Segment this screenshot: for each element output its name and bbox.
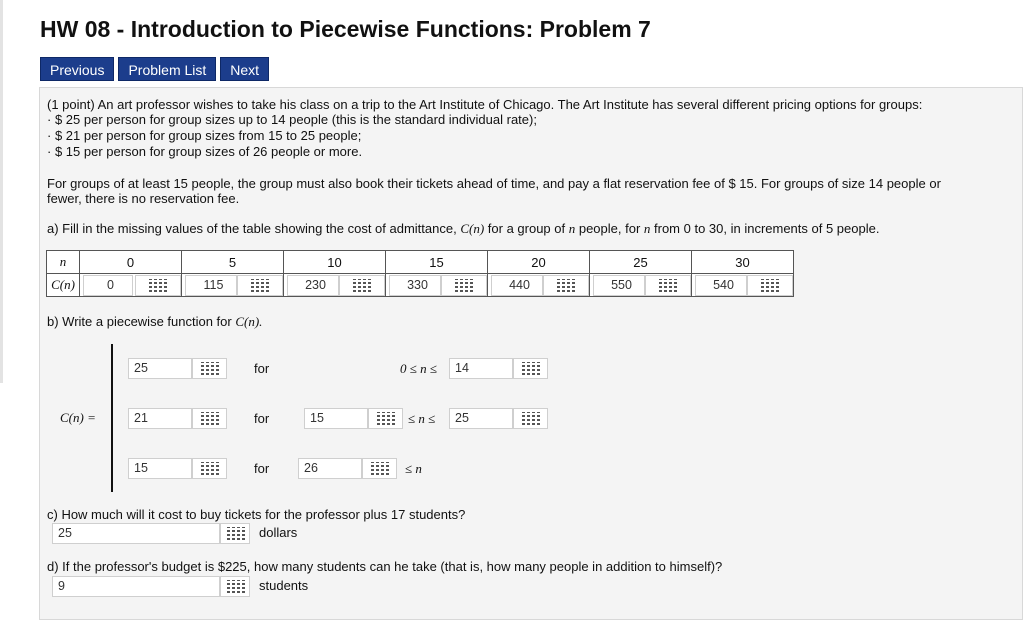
cost-input-5[interactable]: 115 (185, 275, 237, 296)
table-row-n (47, 251, 794, 274)
table-row-cost (47, 274, 794, 297)
equation-editor-icon (371, 462, 390, 475)
cost-input-10[interactable]: 230 (287, 275, 339, 296)
equation-editor-button[interactable] (220, 576, 250, 597)
part-d-answer-input[interactable]: 9 (52, 576, 220, 597)
cost-input-20[interactable]: 440 (491, 275, 543, 296)
equation-editor-button[interactable] (220, 523, 250, 544)
problem-navigation (40, 57, 269, 81)
piecewise-brace (111, 344, 113, 492)
piece1-value-input[interactable]: 25 (128, 358, 192, 379)
piece3-tail-condition: ≤ n (405, 461, 422, 476)
equation-editor-icon (761, 279, 780, 292)
left-divider (0, 0, 3, 383)
equation-editor-icon (227, 580, 246, 593)
n-cell: 20 (488, 251, 590, 274)
equation-editor-button[interactable] (368, 408, 403, 429)
equation-editor-button[interactable] (135, 275, 181, 296)
cost-input-30[interactable]: 540 (695, 275, 747, 296)
equation-editor-icon (251, 279, 270, 292)
pricing-bullet-1: · $ 25 per person for group sizes up to 14 people (this is the standard individual rate); (47, 112, 537, 127)
part-b-prompt (47, 314, 262, 330)
part-c-answer-input[interactable]: 25 (52, 523, 220, 544)
part-a-text-post: from 0 to 30, in increments of 5 people. (650, 221, 880, 236)
part-a-text-mid: for a group of (484, 221, 569, 236)
page-title: HW 08 - Introduction to Piecewise Functions: Problem 7 (40, 16, 651, 42)
equation-editor-button[interactable] (192, 408, 227, 429)
part-a-prompt (47, 221, 879, 237)
cost-input-0[interactable]: 0 (83, 275, 133, 296)
n-cell: 10 (284, 251, 386, 274)
previous-button[interactable]: Previous (40, 57, 114, 81)
equation-editor-icon (455, 279, 474, 292)
cost-input-15[interactable]: 330 (389, 275, 441, 296)
equation-editor-button[interactable] (747, 275, 793, 296)
row-label-c: C(n) (47, 274, 80, 297)
n-cell: 15 (386, 251, 488, 274)
equation-editor-button[interactable] (441, 275, 487, 296)
part-a-n2: n (643, 221, 651, 236)
piece2-lower-input[interactable]: 15 (304, 408, 368, 429)
equation-editor-icon (201, 462, 220, 475)
equation-editor-icon (377, 412, 396, 425)
piece2-upper-input[interactable]: 25 (449, 408, 513, 429)
equation-editor-button[interactable] (513, 408, 548, 429)
equation-editor-icon (557, 279, 576, 292)
piece3-lower-input[interactable]: 26 (298, 458, 362, 479)
reservation-fee-text: For groups of at least 15 people, the group must also book their tickets ahead of time, and pay a flat reservation fee of $ 15. For groups of size 14 people or (47, 176, 941, 191)
equation-editor-button[interactable] (543, 275, 589, 296)
part-d-unit: students (259, 578, 309, 593)
equation-editor-icon (227, 527, 246, 540)
next-button[interactable]: Next (220, 57, 269, 81)
equation-editor-button[interactable] (339, 275, 385, 296)
piece1-lower-condition: 0 ≤ n ≤ (400, 361, 438, 376)
n-cell: 25 (590, 251, 692, 274)
equation-editor-button[interactable] (645, 275, 691, 296)
equation-editor-icon (201, 412, 220, 425)
row-label-n: n (47, 251, 80, 274)
pricing-bullet-3: · $ 15 per person for group sizes of 26 people or more. (47, 144, 363, 159)
equation-editor-icon (353, 279, 372, 292)
part-c-question: c) How much will it cost to buy tickets for the professor plus 17 students? (47, 507, 466, 522)
for-label: for (254, 361, 270, 376)
n-cell: 5 (182, 251, 284, 274)
part-b-text: b) Write a piecewise function for (47, 314, 236, 329)
pricing-bullet-2: · $ 21 per person for group sizes from 15 to 25 people; (47, 128, 362, 143)
equation-editor-icon (659, 279, 678, 292)
piecewise-lhs: C(n) = (60, 410, 96, 425)
for-label: for (254, 461, 270, 476)
for-label: for (254, 411, 270, 426)
part-c-unit: dollars (259, 525, 298, 540)
equation-editor-icon (201, 362, 220, 375)
n-cell: 0 (80, 251, 182, 274)
cost-input-25[interactable]: 550 (593, 275, 645, 296)
equation-editor-button[interactable] (192, 458, 227, 479)
part-a-text-mid2: people, for (575, 221, 644, 236)
part-d-question: d) If the professor's budget is $225, how many students can he take (that is, how many people in addition to himself)? (47, 559, 723, 574)
equation-editor-icon (522, 362, 541, 375)
piece3-value-input[interactable]: 15 (128, 458, 192, 479)
piece2-mid-condition: ≤ n ≤ (408, 411, 436, 426)
equation-editor-button[interactable] (362, 458, 397, 479)
problem-list-button[interactable]: Problem List (118, 57, 216, 81)
reservation-fee-text-cont: fewer, there is no reservation fee. (47, 191, 240, 206)
admittance-table (46, 250, 794, 297)
problem-intro: (1 point) An art professor wishes to take his class on a trip to the Art Institute of Chicago. The Art Institute has several different pricing options for groups: (47, 97, 923, 112)
piece1-upper-input[interactable]: 14 (449, 358, 513, 379)
part-a-func: C(n) (460, 221, 485, 236)
part-a-text: a) Fill in the missing values of the table showing the cost of admittance, (47, 221, 461, 236)
equation-editor-icon (522, 412, 541, 425)
equation-editor-button[interactable] (513, 358, 548, 379)
equation-editor-icon (149, 279, 168, 292)
n-cell: 30 (692, 251, 794, 274)
piece2-value-input[interactable]: 21 (128, 408, 192, 429)
equation-editor-button[interactable] (192, 358, 227, 379)
equation-editor-button[interactable] (237, 275, 283, 296)
part-b-func: C(n). (235, 314, 263, 329)
part-a-n1: n (568, 221, 576, 236)
